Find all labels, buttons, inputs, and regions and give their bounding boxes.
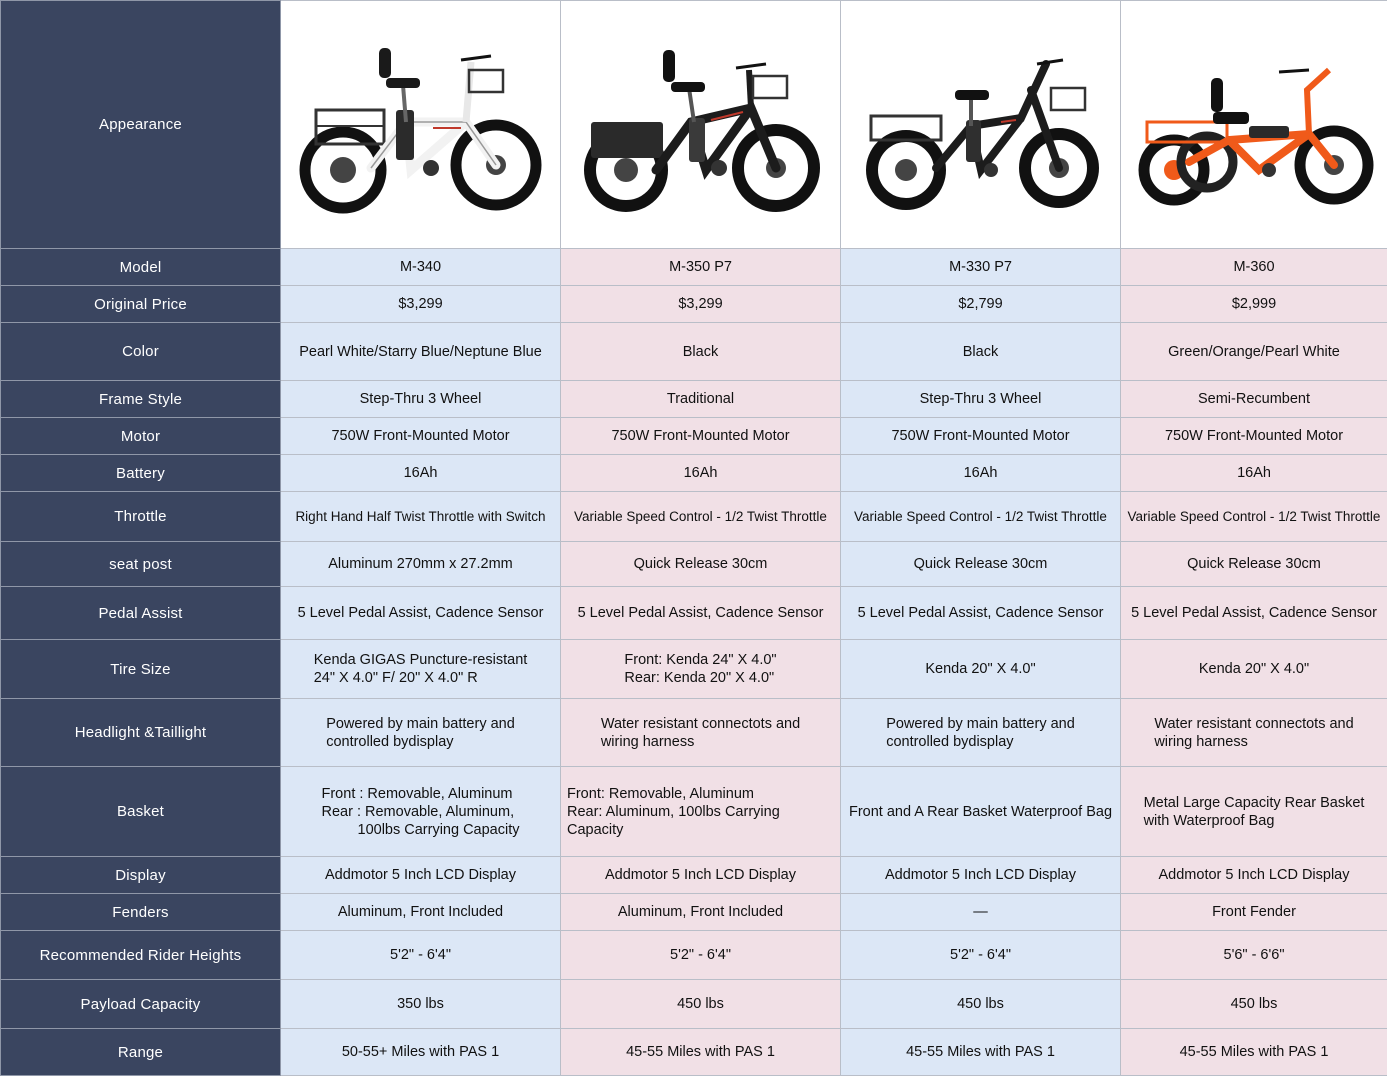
trike-image (571, 30, 831, 220)
cell-pedal-assist: 5 Level Pedal Assist, Cadence Sensor (1121, 587, 1387, 640)
cell-lights (281, 699, 561, 767)
cell-fenders: Aluminum, Front Included (561, 894, 841, 931)
cell-fenders: Front Fender (1121, 894, 1387, 931)
tire-line: Front: Kenda 24" X 4.0" (624, 652, 777, 668)
cell-frame-style: Step-Thru 3 Wheel (841, 381, 1121, 418)
basket-line: with Waterproof Bag (1143, 812, 1275, 829)
cell-range: 45-55 Miles with PAS 1 (1121, 1029, 1387, 1076)
cell-color: Pearl White/Starry Blue/Neptune Blue (281, 323, 561, 381)
cell-lights (1121, 699, 1387, 767)
cell-tire-size: Kenda 20" X 4.0" (841, 640, 1121, 699)
cell-price: $2,999 (1121, 286, 1387, 323)
lights-line: Water resistant connectots and (600, 715, 801, 732)
cell-motor: 750W Front-Mounted Motor (1121, 418, 1387, 455)
cell-tire-size (561, 640, 841, 699)
label-seat-post: seat post (1, 542, 281, 587)
label-tire-size: Tire Size (1, 640, 281, 699)
cell-seat-post: Quick Release 30cm (1121, 542, 1387, 587)
cell-throttle: Right Hand Half Twist Throttle with Switch (281, 492, 561, 542)
trike-image (1129, 30, 1379, 220)
row-seat-post (1, 542, 1387, 587)
row-frame-style (1, 381, 1387, 418)
cell-color: Black (561, 323, 841, 381)
cell-throttle: Variable Speed Control - 1/2 Twist Throttle (841, 492, 1121, 542)
basket-line: Rear : Removable, Aluminum, (321, 803, 515, 820)
cell-seat-post: Quick Release 30cm (841, 542, 1121, 587)
row-payload (1, 980, 1387, 1029)
label-color: Color (1, 323, 281, 381)
label-model: Model (1, 249, 281, 286)
label-appearance: Appearance (1, 1, 281, 249)
cell-payload: 450 lbs (561, 980, 841, 1029)
cell-lights (841, 699, 1121, 767)
lights-line: Powered by main battery and (326, 715, 515, 732)
cell-basket (561, 767, 841, 857)
basket-line: 100lbs Carrying Capacity (357, 821, 520, 838)
cell-motor: 750W Front-Mounted Motor (561, 418, 841, 455)
trike-image (851, 30, 1111, 220)
cell-battery: 16Ah (561, 455, 841, 492)
row-lights (1, 699, 1387, 767)
cell-basket (1121, 767, 1387, 857)
row-fenders (1, 894, 1387, 931)
cell-range: 50-55+ Miles with PAS 1 (281, 1029, 561, 1076)
row-battery (1, 455, 1387, 492)
tire-line: Rear: Kenda 20" X 4.0" (624, 670, 775, 686)
tire-line: 24" X 4.0" F/ 20" X 4.0" R (313, 670, 478, 686)
cell-model: M-340 (281, 249, 561, 286)
cell-lights (561, 699, 841, 767)
cell-pedal-assist: 5 Level Pedal Assist, Cadence Sensor (281, 587, 561, 640)
label-payload: Payload Capacity (1, 980, 281, 1029)
lights-line: controlled bydisplay (886, 733, 1014, 750)
basket-line: Front : Removable, Aluminum (321, 785, 513, 802)
lights-line: controlled bydisplay (326, 733, 454, 750)
row-throttle (1, 492, 1387, 542)
label-fenders: Fenders (1, 894, 281, 931)
row-appearance (1, 1, 1387, 249)
basket-line: Front: Removable, Aluminum (567, 785, 754, 802)
cell-color: Black (841, 323, 1121, 381)
cell-display: Addmotor 5 Inch LCD Display (841, 857, 1121, 894)
cell-model: M-360 (1121, 249, 1387, 286)
cell-price: $3,299 (281, 286, 561, 323)
cell-range: 45-55 Miles with PAS 1 (841, 1029, 1121, 1076)
cell-model: M-350 P7 (561, 249, 841, 286)
cell-price: $3,299 (561, 286, 841, 323)
label-display: Display (1, 857, 281, 894)
bike-image-m340 (281, 1, 561, 249)
cell-basket: Front and A Rear Basket Waterproof Bag (841, 767, 1121, 857)
row-basket (1, 767, 1387, 857)
cell-payload: 450 lbs (1121, 980, 1387, 1029)
cell-basket (281, 767, 561, 857)
label-throttle: Throttle (1, 492, 281, 542)
basket-line: Metal Large Capacity Rear Basket (1143, 794, 1365, 811)
bike-image-m330 (841, 1, 1121, 249)
lights-line: wiring harness (600, 733, 695, 750)
cell-rider-heights: 5'6" - 6'6" (1121, 931, 1387, 980)
cell-pedal-assist: 5 Level Pedal Assist, Cadence Sensor (841, 587, 1121, 640)
cell-price: $2,799 (841, 286, 1121, 323)
cell-pedal-assist: 5 Level Pedal Assist, Cadence Sensor (561, 587, 841, 640)
row-display (1, 857, 1387, 894)
label-price: Original Price (1, 286, 281, 323)
cell-motor: 750W Front-Mounted Motor (281, 418, 561, 455)
row-rider-heights (1, 931, 1387, 980)
label-lights: Headlight &Taillight (1, 699, 281, 767)
label-range: Range (1, 1029, 281, 1076)
cell-model: M-330 P7 (841, 249, 1121, 286)
label-motor: Motor (1, 418, 281, 455)
cell-range: 45-55 Miles with PAS 1 (561, 1029, 841, 1076)
cell-rider-heights: 5'2" - 6'4" (561, 931, 841, 980)
cell-display: Addmotor 5 Inch LCD Display (281, 857, 561, 894)
cell-battery: 16Ah (281, 455, 561, 492)
cell-tire-size (281, 640, 561, 699)
cell-display: Addmotor 5 Inch LCD Display (1121, 857, 1387, 894)
cell-rider-heights: 5'2" - 6'4" (841, 931, 1121, 980)
cell-frame-style: Semi-Recumbent (1121, 381, 1387, 418)
row-color (1, 323, 1387, 381)
cell-battery: 16Ah (1121, 455, 1387, 492)
row-price (1, 286, 1387, 323)
lights-line: Powered by main battery and (886, 715, 1075, 732)
cell-throttle: Variable Speed Control - 1/2 Twist Throttle (1121, 492, 1387, 542)
tire-line: Kenda GIGAS Puncture-resistant (313, 652, 528, 668)
row-model (1, 249, 1387, 286)
cell-frame-style: Traditional (561, 381, 841, 418)
label-frame-style: Frame Style (1, 381, 281, 418)
label-battery: Battery (1, 455, 281, 492)
label-basket: Basket (1, 767, 281, 857)
row-motor (1, 418, 1387, 455)
lights-line: Water resistant connectots and (1154, 715, 1354, 732)
bike-image-m360 (1121, 1, 1387, 249)
bike-image-m350 (561, 1, 841, 249)
cell-color: Green/Orange/Pearl White (1121, 323, 1387, 381)
trike-image (291, 30, 551, 220)
cell-seat-post: Aluminum 270mm x 27.2mm (281, 542, 561, 587)
cell-seat-post: Quick Release 30cm (561, 542, 841, 587)
cell-payload: 450 lbs (841, 980, 1121, 1029)
cell-throttle: Variable Speed Control - 1/2 Twist Throttle (561, 492, 841, 542)
cell-payload: 350 lbs (281, 980, 561, 1029)
cell-tire-size: Kenda 20" X 4.0" (1121, 640, 1387, 699)
cell-fenders: Aluminum, Front Included (281, 894, 561, 931)
cell-frame-style: Step-Thru 3 Wheel (281, 381, 561, 418)
cell-battery: 16Ah (841, 455, 1121, 492)
lights-line: wiring harness (1154, 733, 1248, 750)
cell-display: Addmotor 5 Inch LCD Display (561, 857, 841, 894)
basket-line: Rear: Aluminum, 100lbs Carrying Capacity (567, 803, 780, 838)
label-pedal-assist: Pedal Assist (1, 587, 281, 640)
label-rider-heights: Recommended Rider Heights (1, 931, 281, 980)
row-range (1, 1029, 1387, 1076)
cell-motor: 750W Front-Mounted Motor (841, 418, 1121, 455)
cell-rider-heights: 5'2" - 6'4" (281, 931, 561, 980)
row-pedal-assist (1, 587, 1387, 640)
row-tire-size (1, 640, 1387, 699)
cell-fenders: — (841, 894, 1121, 931)
